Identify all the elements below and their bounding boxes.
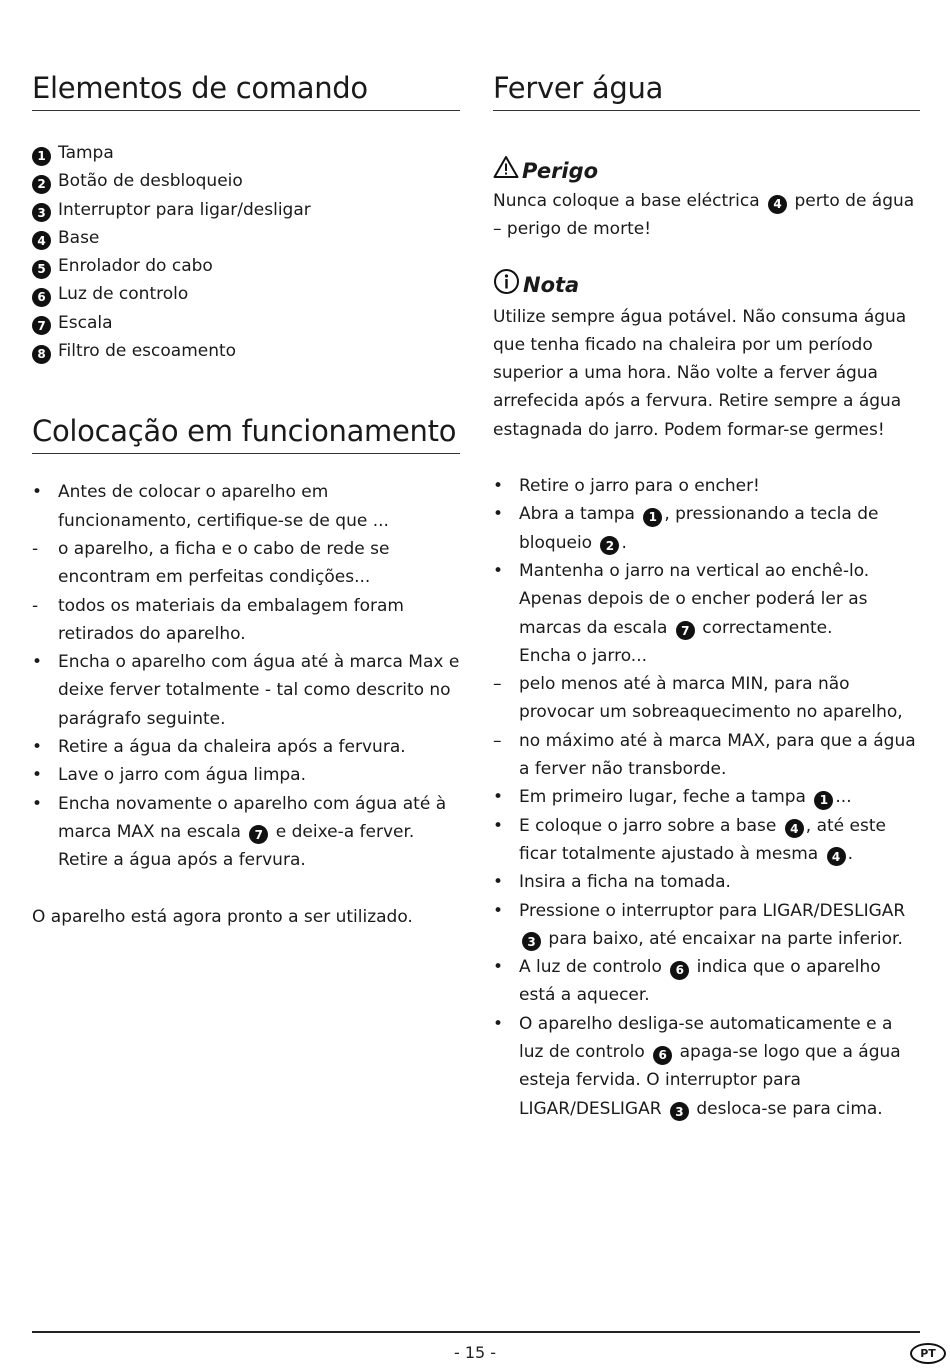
- bullet: •: [32, 793, 43, 814]
- control-label: Enrolador do cabo: [58, 256, 213, 277]
- item-text: desloca-se para cima.: [696, 1098, 883, 1119]
- list-item: [493, 557, 920, 670]
- number-badge: 1: [814, 791, 833, 810]
- list-item: [493, 953, 920, 1010]
- control-item: [32, 252, 460, 280]
- number-badge: 7: [249, 825, 268, 844]
- list-item: [493, 897, 920, 954]
- list-item: [32, 790, 460, 875]
- note-notice: [493, 268, 920, 444]
- danger-title: [493, 155, 920, 187]
- number-badge: 7: [32, 316, 51, 335]
- item-text: Mantenha o jarro na vertical ao enchê-lo. Apenas depois de o encher poderá ler as marcas da escala: [519, 560, 870, 638]
- controls-list: [32, 139, 460, 365]
- number-badge: 1: [32, 147, 51, 166]
- number-badge: 6: [32, 288, 51, 307]
- number-badge: 5: [32, 260, 51, 279]
- list-item: [493, 472, 920, 500]
- boil-steps-list: [493, 472, 920, 1123]
- item-text: A luz de controlo: [519, 957, 662, 978]
- bullet: •: [493, 504, 504, 525]
- item-text: , pressionando a tecla de bloqueio: [519, 504, 879, 553]
- control-item: [32, 139, 460, 167]
- item-text: O aparelho desliga-se automaticamente e a luz de controlo: [519, 1013, 893, 1063]
- item-text: Retire o jarro para o encher!: [519, 476, 760, 497]
- number-badge: 3: [522, 932, 541, 951]
- list-item: [493, 670, 920, 727]
- number-badge: 2: [600, 536, 619, 555]
- item-text: e deixe-a ferver. Retire a água após a fervura.: [58, 821, 415, 871]
- list-item: [493, 727, 920, 784]
- dash: -: [32, 595, 39, 616]
- item-text: Pressione o interruptor para LIGAR/DESLIGAR: [519, 900, 906, 921]
- item-text: Abra a tampa: [519, 504, 635, 525]
- item-text: ...: [835, 787, 852, 808]
- bullet: •: [493, 957, 504, 978]
- bullet: •: [493, 560, 504, 581]
- bullet: •: [32, 737, 43, 758]
- item-text: Encha o jarro...: [519, 645, 648, 666]
- note-title: [493, 268, 920, 303]
- language-badge: PT: [910, 1343, 946, 1364]
- dash: –: [493, 674, 502, 695]
- footer-divider: [32, 1331, 920, 1333]
- number-badge: 4: [827, 847, 846, 866]
- bullet: •: [493, 1013, 504, 1034]
- item-text: , até este ficar totalmente ajustado à mesma: [519, 815, 886, 864]
- control-label: Botão de desbloqueio: [58, 171, 243, 192]
- list-item: [493, 500, 920, 557]
- note-text: Utilize sempre água potável. Não consuma água que tenha ficado na chaleira por um período superior a uma hora. Não volte a ferver água arrefecida após a fervura. Retire sempre a água estagnada do jarro. Podem formar-se germes!: [493, 306, 907, 440]
- danger-title-text: Perigo: [522, 159, 599, 183]
- control-label: Interruptor para ligar/desligar: [58, 199, 311, 220]
- right-column: [493, 70, 920, 1123]
- boil-heading: Ferver água: [493, 70, 920, 111]
- bullet: •: [493, 815, 504, 836]
- item-text: Lave o jarro com água limpa.: [58, 765, 307, 786]
- control-label: Filtro de escoamento: [58, 341, 237, 362]
- list-item: [493, 1010, 920, 1123]
- control-item: [32, 280, 460, 308]
- bullet: •: [32, 652, 43, 673]
- bullet: •: [32, 765, 43, 786]
- number-badge: 4: [785, 819, 804, 838]
- setup-heading: Colocação em funcionamento: [32, 413, 460, 454]
- number-badge: 3: [32, 203, 51, 222]
- bullet: •: [493, 900, 504, 921]
- warning-triangle-icon: [493, 155, 519, 187]
- list-item: [32, 535, 460, 592]
- dash: -: [32, 538, 39, 559]
- number-badge: 7: [676, 621, 695, 640]
- control-item: [32, 196, 460, 224]
- item-text: .: [847, 843, 853, 864]
- setup-list: [32, 478, 460, 874]
- note-title-text: Nota: [523, 273, 580, 298]
- item-text: Insira a ficha na tomada.: [519, 872, 731, 893]
- item-text: o aparelho, a ficha e o cabo de rede se encontram em perfeitas condições...: [58, 538, 390, 588]
- list-item: [32, 733, 460, 761]
- left-column: [32, 70, 460, 931]
- item-text: no máximo até à marca MAX, para que a água a ferver não transborde.: [519, 730, 916, 780]
- bullet: •: [32, 482, 43, 503]
- list-item: [493, 783, 920, 811]
- list-item: [32, 478, 460, 535]
- list-item: [32, 761, 460, 789]
- bullet: •: [493, 476, 504, 497]
- controls-heading: Elementos de comando: [32, 70, 460, 111]
- list-item: [32, 592, 460, 649]
- item-text: .: [621, 532, 627, 553]
- control-label: Luz de controlo: [58, 284, 189, 305]
- item-text: Retire a água da chaleira após a fervura.: [58, 737, 406, 758]
- item-text: Em primeiro lugar, feche a tampa: [519, 787, 806, 808]
- number-badge: 4: [768, 195, 787, 214]
- list-item: [32, 648, 460, 733]
- number-badge: 2: [32, 175, 51, 194]
- number-badge: 3: [670, 1102, 689, 1121]
- danger-text: [493, 187, 920, 244]
- item-text: para baixo, até encaixar na parte inferior.: [548, 928, 903, 949]
- number-badge: 1: [643, 508, 662, 527]
- control-label: Tampa: [58, 143, 114, 163]
- danger-text-part: perto de água – perigo de morte!: [493, 191, 915, 240]
- list-item: [493, 868, 920, 896]
- item-text: E coloque o jarro sobre a base: [519, 815, 777, 836]
- control-item: [32, 167, 460, 195]
- number-badge: 4: [32, 231, 51, 250]
- item-text: pelo menos até à marca MIN, para não provocar um sobreaquecimento no aparelho,: [519, 674, 903, 723]
- bullet: •: [493, 872, 504, 893]
- number-badge: 8: [32, 345, 51, 364]
- number-badge: 6: [653, 1046, 672, 1065]
- number-badge: 6: [670, 961, 689, 980]
- control-item: [32, 224, 460, 252]
- bullet: •: [493, 787, 504, 808]
- ready-text: O aparelho está agora pronto a ser utilizado.: [32, 906, 413, 927]
- dash: –: [493, 730, 502, 751]
- danger-notice: [493, 155, 920, 244]
- item-text: Encha o aparelho com água até à marca Max e deixe ferver totalmente - tal como descrito no parágrafo seguinte.: [58, 652, 460, 729]
- control-label: Base: [58, 227, 100, 248]
- page-number: - 15 -: [453, 1343, 497, 1362]
- info-circle-icon: [493, 268, 520, 303]
- danger-text-part: Nunca coloque a base eléctrica: [493, 191, 760, 211]
- item-text: todos os materiais da embalagem foram retirados do aparelho.: [58, 595, 404, 644]
- item-text: apaga-se logo que a água esteja fervida. O interruptor para LIGAR/DESLIGAR: [519, 1042, 901, 1119]
- list-item: [493, 812, 920, 869]
- item-text: indica que o aparelho está a aquecer.: [519, 957, 881, 1006]
- item-text: correctamente.: [702, 617, 833, 638]
- control-item: [32, 309, 460, 337]
- item-text: Encha novamente o aparelho com água até à marca MAX na escala: [58, 793, 447, 842]
- item-text: Antes de colocar o aparelho em funcionamento, certifique-se de que ...: [58, 482, 389, 531]
- control-label: Escala: [58, 312, 113, 333]
- control-item: [32, 337, 460, 365]
